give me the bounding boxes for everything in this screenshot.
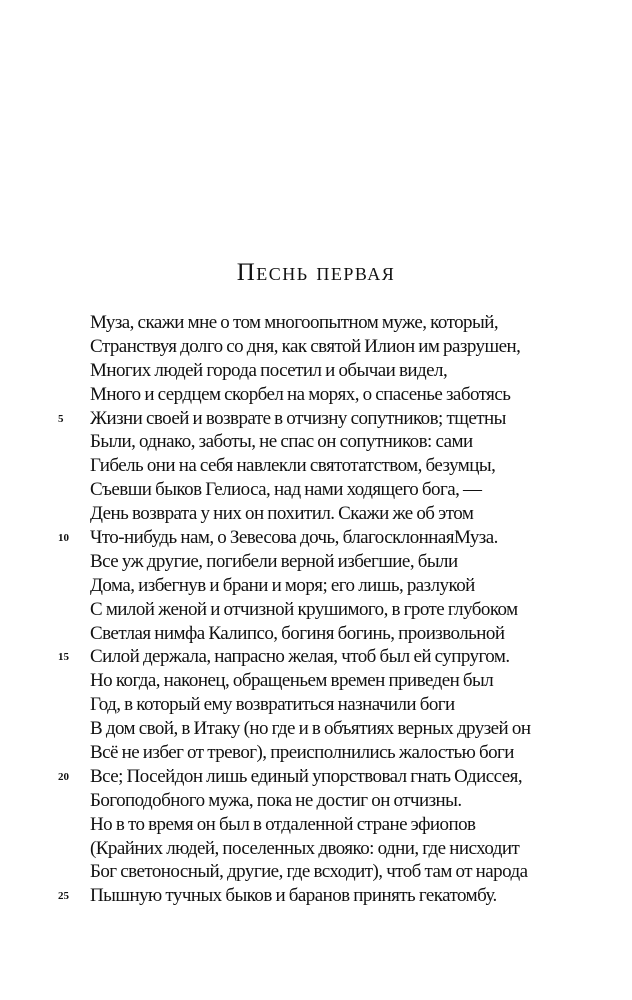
- verse-line: [0, 717, 632, 741]
- verse-text: Силой держала, напрасно желая, чтоб был ей супругом.: [90, 646, 510, 668]
- line-number: 20: [58, 770, 69, 783]
- verse-line: [0, 813, 632, 837]
- verse-line: [0, 311, 632, 335]
- verse-line: [0, 789, 632, 813]
- verse-line: [0, 335, 632, 359]
- verse-line: [0, 430, 632, 454]
- line-number: 25: [58, 890, 69, 903]
- verse-text: (Крайних людей, поселенных двояко: одни, где нисходит: [90, 837, 520, 859]
- verse-line: [0, 407, 632, 431]
- verse-text: Гибель они на себя навлекли святотатством, безумцы,: [90, 455, 496, 477]
- verse-line: [0, 669, 632, 693]
- verse-text: Что-нибудь нам, о Зевесова дочь, благосклоннаяМуза.: [90, 527, 498, 549]
- verse-text: Богоподобного мужа, пока не достиг он отчизны.: [90, 789, 462, 811]
- verse-line: [0, 741, 632, 765]
- verse-text: День возврата у них он похитил. Скажи же об этом: [90, 503, 474, 525]
- verse-text: Муза, скажи мне о том многоопытном муже, который,: [90, 312, 499, 333]
- verse-text: Странствуя долго со дня, как святой Илион им разрушен,: [90, 335, 521, 357]
- line-number: 5: [58, 412, 64, 425]
- verse-text: Светлая нимфа Калипсо, богиня богинь, произвольной: [90, 622, 505, 644]
- verse-text: С милой женой и отчизной крушимого, в гроте глубоком: [90, 598, 518, 620]
- verse-text: Дома, избегнув и брани и моря; его лишь, разлукой: [90, 574, 475, 596]
- line-number: 10: [58, 532, 69, 545]
- verse-text: Бог светоносный, другие, где всходит), чтоб там от народа: [90, 861, 528, 883]
- line-number: 15: [58, 651, 69, 664]
- chapter-heading: Песнь первая: [236, 259, 396, 286]
- verse-text: Всё не избег от тревог), преисполнились жалостью боги: [90, 742, 514, 764]
- verse-line: [0, 860, 632, 884]
- verse-line: [0, 526, 632, 550]
- verse-line: [0, 693, 632, 717]
- verse-text: Все; Посейдон лишь единый упорствовал гнать Одиссея,: [90, 765, 523, 787]
- verse-text: Много и сердцем скорбел на морях, о спасенье заботясь: [90, 383, 511, 405]
- verse-line: [0, 837, 632, 861]
- verse-text: Пышную тучных быков и баранов принять гекатомбу.: [90, 885, 497, 907]
- verse-line: [0, 622, 632, 646]
- verse-text: Год, в который ему возвратиться назначили боги: [90, 694, 455, 716]
- verse-line: [0, 502, 632, 526]
- verse-line: [0, 765, 632, 789]
- verse-text: Жизни своей и возврате в отчизну сопутников; тщетны: [90, 407, 506, 429]
- verse-text: Но когда, наконец, обращеньем времен приведен был: [90, 670, 494, 692]
- verse-line: [0, 598, 632, 622]
- verse-text: Но в то время он был в отдаленной стране эфиопов: [90, 813, 476, 835]
- verse-text: Были, однако, заботы, не спас он сопутников: сами: [90, 431, 473, 453]
- verse-line: [0, 884, 632, 908]
- verse-text: Все уж другие, погибели верной избегшие, были: [90, 550, 458, 572]
- verse-line: [0, 359, 632, 383]
- verse-text: В дом свой, в Итаку (но где и в объятиях верных друзей он: [90, 718, 531, 740]
- verse-block: [0, 311, 632, 908]
- verse-text: Многих людей города посетил и обычаи видел,: [90, 359, 448, 381]
- verse-line: [0, 454, 632, 478]
- verse-line: [0, 574, 632, 598]
- verse-line: [0, 550, 632, 574]
- verse-line: [0, 478, 632, 502]
- verse-line: [0, 645, 632, 669]
- verse-text: Съевши быков Гелиоса, над нами ходящего бога, —: [90, 479, 482, 501]
- verse-line: [0, 383, 632, 407]
